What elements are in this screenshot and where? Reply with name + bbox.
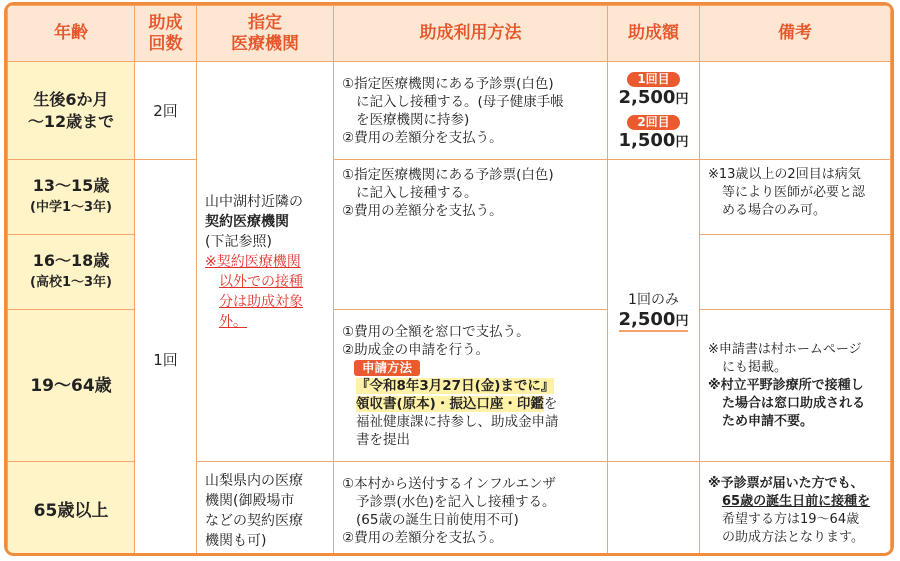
method-line: ②費用の差額分を支払う。 <box>342 203 503 219</box>
header-count <box>135 6 197 62</box>
remark-cell <box>700 462 891 557</box>
age-sub-text: ～12歳まで <box>27 111 115 131</box>
institution-cell <box>197 62 334 462</box>
dose1-value: 2,500 <box>618 86 676 108</box>
age-sub-text: (高校1～3年) <box>30 275 112 290</box>
institution-cell <box>197 462 334 557</box>
age-sub-text: (中学1～3年) <box>30 200 112 215</box>
institution-line: 機関(御殿場市 <box>205 492 295 509</box>
header-count-line2: 回数 <box>148 33 183 54</box>
age-cell <box>8 160 135 235</box>
header-institution <box>197 6 334 62</box>
count-cell: 1回 <box>135 160 197 557</box>
header-count-line1: 助成 <box>148 12 183 33</box>
age-cell <box>8 62 135 160</box>
institution-line: 機関も可) <box>205 532 267 549</box>
method-cell <box>334 160 608 310</box>
institution-line: 山中湖村近隣の <box>205 193 303 210</box>
dose2-badge: 2回目 <box>627 115 679 130</box>
remark-line: た場合は窓口助成される <box>722 395 866 411</box>
remark-cell-empty <box>700 235 891 310</box>
age-main: 生後6か月 <box>33 89 109 109</box>
remark-line: ため申請不要。 <box>722 413 814 429</box>
amount-cell <box>608 62 700 160</box>
header-age: 年齢 <box>8 6 135 62</box>
documents-text: 領収書(原本)・振込口座・印鑑 <box>356 395 544 412</box>
table-row <box>8 62 891 160</box>
once-value: 2,500 <box>618 308 676 330</box>
method-line: ②費用の差額分を支払う。 <box>342 529 503 546</box>
institution-line: などの契約医療 <box>205 512 303 529</box>
amount-cell <box>608 160 700 462</box>
remark-line: める場合のみ可。 <box>722 203 827 218</box>
institution-note: 以外での接種 <box>219 273 303 290</box>
header-institution-line2: 医療機関 <box>231 33 299 54</box>
method-line: ①費用の全額を窓口で支払う。 <box>342 323 530 340</box>
method-line: を医療機関に持参) <box>356 111 470 128</box>
institution-note: 分は助成対象 <box>219 293 303 310</box>
age-cell: 19～64歳 <box>8 310 135 462</box>
institution-note: ※契約医療機関 <box>205 253 301 270</box>
yen-unit: 円 <box>675 91 689 107</box>
remark-line: 等により医師が必要と認 <box>722 185 866 200</box>
remark-line: ※村立平野診療所で接種し <box>708 377 864 393</box>
remark-cell <box>700 160 891 235</box>
age-main: 16～18歳 <box>32 251 110 270</box>
dose2-value: 1,500 <box>618 129 676 151</box>
once-label: 1回のみ <box>628 291 679 308</box>
age-cell <box>8 235 135 310</box>
method-line: ①指定医療機関にある予診票(白色) <box>342 167 554 183</box>
institution-line: 契約医療機関 <box>205 213 289 230</box>
remark-line: 希望する方は19～64歳 <box>722 511 860 527</box>
remark-line: にも掲載。 <box>722 359 788 375</box>
method-line: ②費用の差額分を支払う。 <box>342 129 503 146</box>
method-cell <box>334 462 608 557</box>
remark-line: ※予診票が届いた方でも、 <box>708 475 864 491</box>
age-main: 13～15歳 <box>32 176 110 195</box>
age-cell: 65歳以上 <box>8 462 135 557</box>
institution-line: (下記参照) <box>205 233 272 250</box>
method-line: 書を提出 <box>356 431 410 448</box>
deadline-line <box>342 377 599 395</box>
method-line: 福祉健康課に持参し、助成金申請 <box>356 413 559 430</box>
method-line: に記入し接種する。 <box>356 185 478 201</box>
institution-line: 山梨県内の医療 <box>205 472 303 489</box>
subsidy-table-frame <box>4 2 894 556</box>
remark-cell <box>700 310 891 462</box>
deadline-text: 『令和8年3月27日(金)までに』 <box>356 377 555 394</box>
dose1-amount <box>619 87 689 108</box>
documents-line <box>342 395 599 413</box>
method-cell <box>334 62 608 160</box>
remark-line: の助成方法となります。 <box>722 529 864 545</box>
yen-unit: 円 <box>675 134 689 150</box>
header-method: 助成利用方法 <box>334 6 608 62</box>
method-line: ①本村から送付するインフルエンザ <box>342 475 557 492</box>
institution-note: 外。 <box>219 313 247 330</box>
once-amount <box>619 309 689 332</box>
method-line: ①指定医療機関にある予診票(白色) <box>342 75 554 92</box>
method-cell <box>334 310 608 462</box>
remark-cell-empty <box>700 62 891 160</box>
remark-line: ※申請書は村ホームページ <box>708 341 862 357</box>
header-institution-line1: 指定 <box>248 12 282 33</box>
header-remarks: 備考 <box>700 6 891 62</box>
method-line: ②助成金の申請を行う。 <box>342 341 490 358</box>
table-row <box>8 160 891 235</box>
yen-unit: 円 <box>675 313 689 329</box>
method-line: (65歳の誕生日前使用不可) <box>356 511 519 528</box>
dose2-amount <box>619 130 689 151</box>
documents-tail: を <box>543 395 558 412</box>
method-line: に記入し接種する。(母子健康手帳 <box>356 93 564 110</box>
remark-line: 65歳の誕生日前に接種を <box>722 493 871 509</box>
method-line: 予診票(水色)を記入し接種する。 <box>356 493 556 510</box>
dose1-badge: 1回目 <box>627 72 679 87</box>
remark-line: ※13歳以上の2回目は病気 <box>708 167 861 182</box>
application-method-badge: 申請方法 <box>354 360 420 376</box>
subsidy-table <box>7 5 891 556</box>
count-cell: 2回 <box>135 62 197 160</box>
header-amount: 助成額 <box>608 6 700 62</box>
amount-cell-empty <box>608 462 700 557</box>
header-row <box>8 6 891 62</box>
